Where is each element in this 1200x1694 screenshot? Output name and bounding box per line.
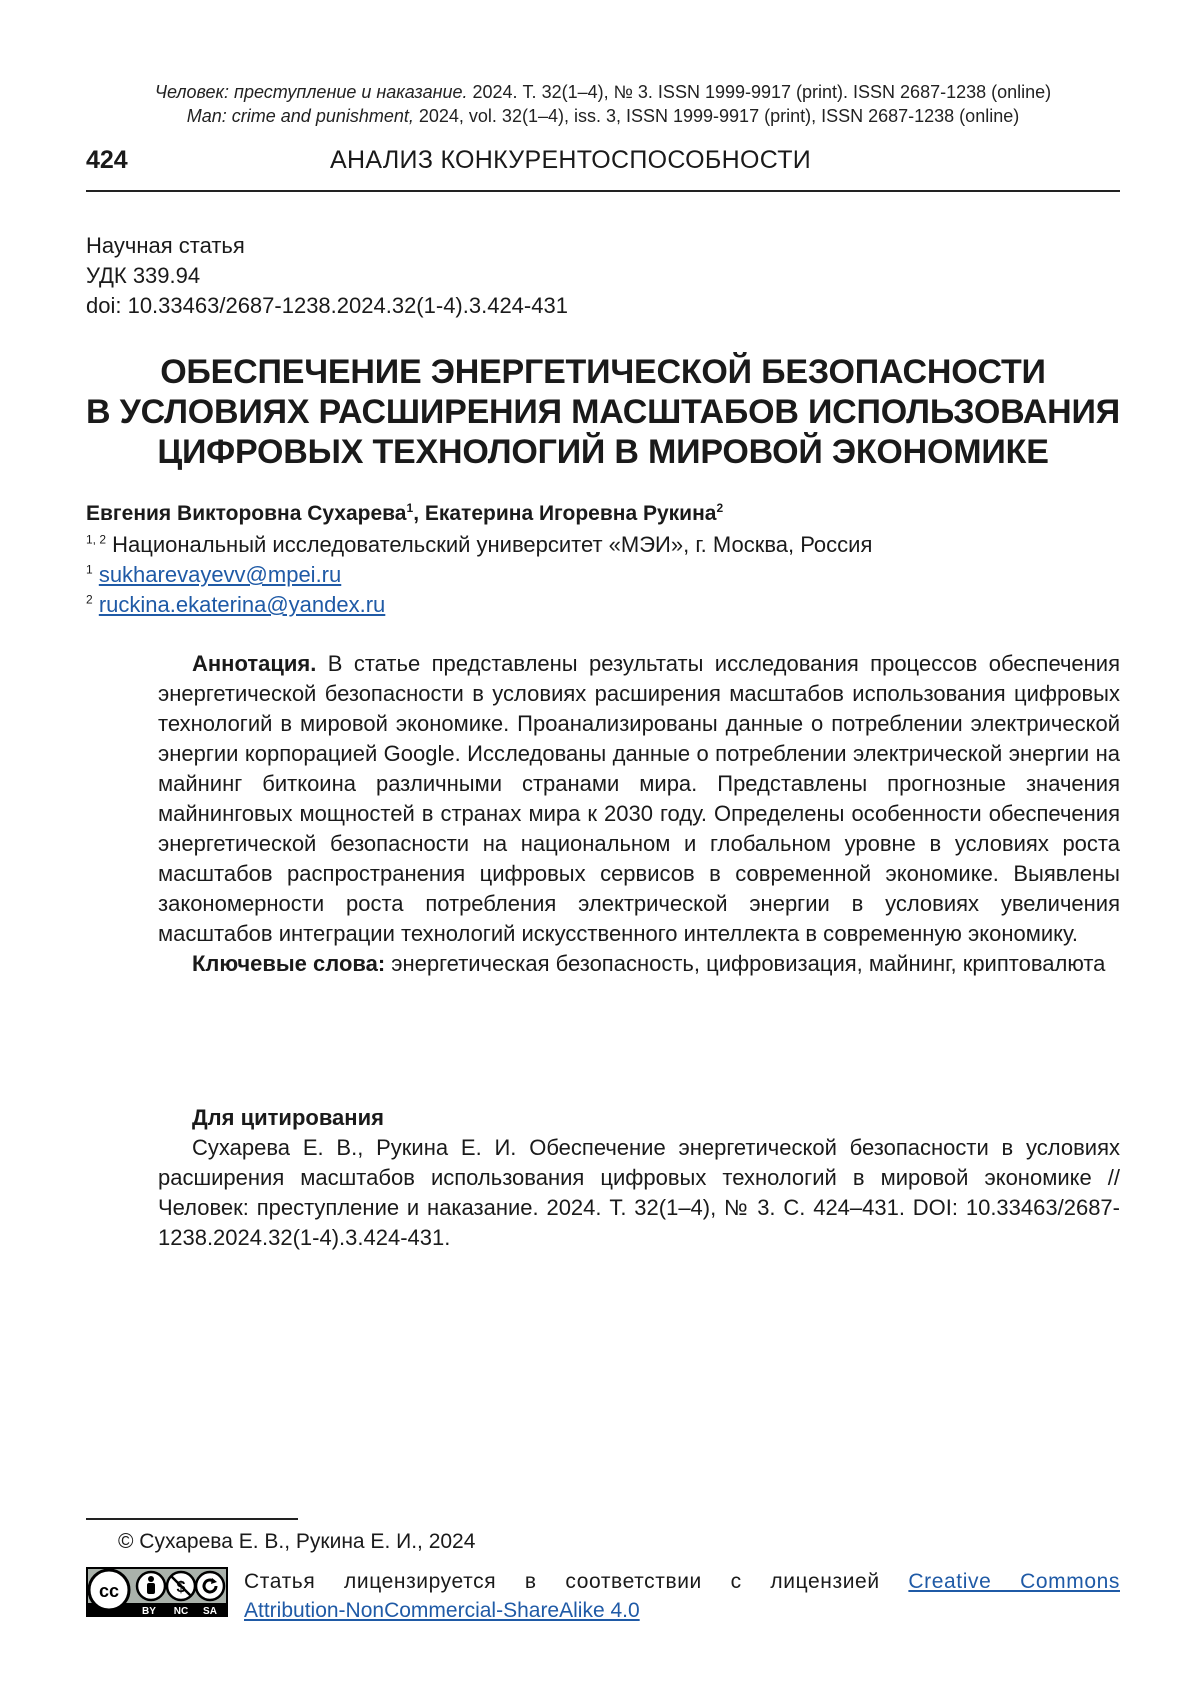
keywords-label: Ключевые слова: — [192, 951, 385, 976]
citation-text: Сухарева Е. В., Рукина Е. И. Обеспечение энергетической безопасности в условиях расширения масштабов использования цифровых технологий в мировой экономике // Человек: преступление и наказание. 2024. Т. 32(1–4), № 3. С. 424–431. DOI: 10.33463/2687-1238.2024.32(1-4).3.424-431. — [158, 1133, 1120, 1253]
abstract — [158, 649, 1120, 949]
doi: doi: 10.33463/2687-1238.2024.32(1-4).3.424-431 — [86, 291, 568, 321]
keywords — [158, 949, 1120, 979]
email-link[interactable]: sukharevayevv@mpei.ru — [99, 562, 341, 587]
license-prefix: Статья лицензируется в соответствии с лицензией — [244, 1570, 908, 1593]
cc-by-nc-sa-icon[interactable] — [86, 1567, 228, 1617]
affiliation — [86, 530, 872, 560]
email-superscript: 2 — [86, 593, 93, 607]
running-header-ru — [86, 81, 1120, 103]
header-divider — [86, 190, 1120, 192]
affiliation-superscript: 1, 2 — [86, 533, 106, 547]
article-type: Научная статья — [86, 231, 245, 261]
author-superscript: 1 — [407, 501, 414, 515]
journal-details-en: 2024, vol. 32(1–4), iss. 3, ISSN 1999-9917 (print), ISSN 2687-1238 (online) — [414, 106, 1019, 126]
badge-label-by: BY — [142, 1606, 156, 1617]
author-separator: , — [413, 502, 425, 525]
abstract-label: Аннотация. — [192, 651, 316, 676]
email-link[interactable]: ruckina.ekaterina@yandex.ru — [99, 592, 385, 617]
author-superscript: 2 — [716, 501, 723, 515]
license-link[interactable]: Creative Commons — [908, 1570, 1120, 1593]
cc-glyph: cc — [99, 1581, 119, 1601]
keywords-text: энергетическая безопасность, цифровизация, майнинг, криптовалюта — [385, 951, 1105, 976]
by-person-body — [147, 1583, 155, 1594]
running-header-en — [86, 105, 1120, 127]
citation-heading: Для цитирования — [158, 1103, 1120, 1133]
abstract-block — [158, 649, 1120, 979]
copyright-notice: © Сухарева Е. В., Рукина Е. И., 2024 — [118, 1530, 475, 1554]
license-line — [244, 1568, 1120, 1596]
title-line: ЦИФРОВЫХ ТЕХНОЛОГИЙ В МИРОВОЙ ЭКОНОМИКЕ — [86, 432, 1120, 472]
affiliation-text: Национальный исследовательский университет «МЭИ», г. Москва, Россия — [106, 532, 872, 557]
sa-circle — [196, 1572, 224, 1600]
badge-label-nc: NC — [174, 1606, 188, 1617]
journal-details-ru: 2024. Т. 32(1–4), № 3. ISSN 1999-9917 (print). ISSN 2687-1238 (online) — [468, 82, 1052, 102]
email-line — [86, 590, 385, 620]
article-title — [86, 352, 1120, 472]
journal-title-en: Man: crime and punishment, — [187, 106, 414, 126]
page-number: 424 — [86, 146, 128, 175]
email-superscript: 1 — [86, 563, 93, 577]
title-line: ОБЕСПЕЧЕНИЕ ЭНЕРГЕТИЧЕСКОЙ БЕЗОПАСНОСТИ — [86, 352, 1120, 392]
journal-page — [0, 0, 1200, 1694]
abstract-text: В статье представлены результаты исследования процессов обеспечения энергетической безопасности в условиях расширения масштабов использования цифровых технологий в мировой экономике. Проанализированы данные о потреблении электрической энергии корпорацией Google. Исследованы данные о потреблении электрической энергии на майнинг биткоина различными странами мира. Представлены прогнозные значения майнинговых мощностей в странах мира к 2030 году. Определены особенности обеспечения энергетической безопасности на национальном и глобальном уровне в условиях роста масштабов распространения цифровых сервисов в современной экономике. Выявлены закономерности роста потребления электрической энергии в условиях увеличения масштабов интеграции технологий искусственного интеллекта в современную экономику. — [158, 651, 1120, 946]
citation-block — [158, 1103, 1120, 1253]
authors — [86, 502, 723, 526]
section-title: АНАЛИЗ КОНКУРЕНТОСПОСОБНОСТИ — [330, 146, 811, 175]
license-line-2 — [244, 1597, 640, 1625]
license-link[interactable]: Attribution-NonCommercial-ShareAlike 4.0 — [244, 1599, 640, 1622]
email-line — [86, 560, 341, 590]
author-name: Екатерина Игоревна Рукина — [425, 502, 717, 525]
footnote-divider — [86, 1518, 298, 1520]
journal-title-ru: Человек: преступление и наказание. — [155, 82, 468, 102]
title-line: В УСЛОВИЯХ РАСШИРЕНИЯ МАСШТАБОВ ИСПОЛЬЗОВАНИЯ — [86, 392, 1120, 432]
badge-label-sa: SA — [203, 1606, 217, 1617]
by-person-head — [148, 1576, 154, 1582]
udc-code: УДК 339.94 — [86, 261, 200, 291]
author-name: Евгения Викторовна Сухарева — [86, 502, 407, 525]
